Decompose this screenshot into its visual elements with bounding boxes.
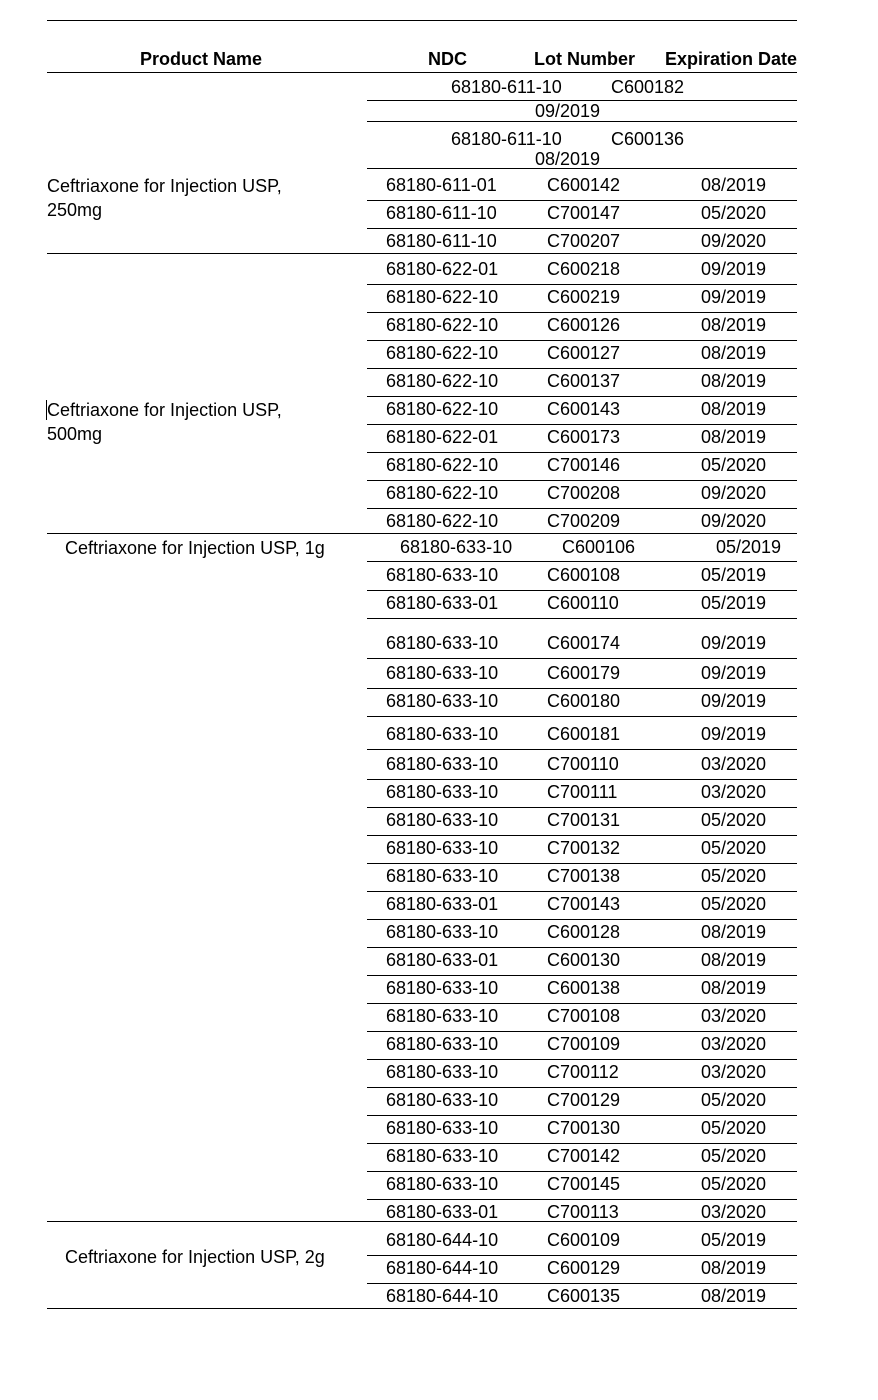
row-rule (367, 424, 797, 425)
expiration-cell: 05/2020 (701, 810, 767, 830)
row-rule (367, 121, 797, 122)
header-product-name: Product Name (140, 49, 263, 69)
lot-cell: C600127 (547, 343, 621, 363)
lot-cell: C700142 (547, 1146, 621, 1166)
expiration-cell: 08/2019 (701, 1258, 767, 1278)
lot-cell: C700147 (547, 203, 621, 223)
expiration-cell: 05/2019 (701, 1230, 767, 1250)
expiration-cell: 08/2019 (701, 950, 767, 970)
expiration-cell: 09/2019 (701, 287, 767, 307)
row-rule (367, 716, 797, 717)
header-lot-number: Lot Number (534, 49, 635, 69)
lot-cell: C700138 (547, 866, 621, 886)
special-exp-2: 08/2019 (535, 149, 601, 169)
lot-cell: C600108 (547, 565, 621, 585)
expiration-cell: 09/2019 (701, 724, 767, 744)
row-rule (367, 312, 797, 313)
row-rule (367, 863, 797, 864)
lot-cell: C700145 (547, 1174, 621, 1194)
table-top-rule (47, 20, 797, 21)
ndc-cell: 68180-633-10 (386, 754, 499, 774)
lot-cell: C600138 (547, 978, 621, 998)
expiration-cell: 03/2020 (701, 1202, 767, 1222)
expiration-cell: 03/2020 (701, 1034, 767, 1054)
row-rule (367, 340, 797, 341)
header-rule (47, 72, 797, 73)
expiration-cell: 03/2020 (701, 782, 767, 802)
group-divider (47, 253, 797, 254)
special-lot-2: C600136 (611, 129, 685, 149)
ndc-cell: 68180-622-01 (386, 427, 499, 447)
special-ndc-1: 68180-611-10 (451, 77, 562, 97)
lot-cell: C600135 (547, 1286, 621, 1306)
row-rule (367, 1171, 797, 1172)
expiration-cell: 08/2019 (701, 922, 767, 942)
row-rule (367, 688, 797, 689)
ndc-cell: 68180-633-10 (386, 1174, 499, 1194)
ndc-cell: 68180-644-10 (386, 1230, 499, 1250)
expiration-cell: 08/2019 (701, 399, 767, 419)
lot-cell: C600130 (547, 950, 621, 970)
ndc-cell: 68180-633-10 (386, 1062, 499, 1082)
expiration-cell: 08/2019 (701, 371, 767, 391)
lot-cell: C700131 (547, 810, 621, 830)
lot-cell: C600129 (547, 1258, 621, 1278)
row-rule (367, 891, 797, 892)
lot-cell: C600180 (547, 691, 621, 711)
ndc-cell: 68180-622-10 (386, 483, 499, 503)
row-rule (367, 1087, 797, 1088)
row-rule (367, 1031, 797, 1032)
expiration-cell: 05/2020 (701, 203, 767, 223)
special-exp-1: 09/2019 (535, 101, 601, 121)
ndc-cell: 68180-633-10 (386, 1118, 499, 1138)
special-ndc-2: 68180-611-10 (451, 129, 562, 149)
row-rule (367, 452, 797, 453)
expiration-cell: 08/2019 (701, 978, 767, 998)
row-rule (367, 779, 797, 780)
special-lot-1: C600182 (611, 77, 685, 97)
lot-cell: C700113 (547, 1202, 619, 1222)
ndc-cell: 68180-622-10 (386, 511, 499, 531)
ndc-cell: 68180-633-01 (386, 950, 499, 970)
ndc-cell: 68180-633-01 (386, 1202, 499, 1222)
row-rule (367, 200, 797, 201)
ndc-cell: 68180-611-10 (386, 231, 497, 251)
row-rule (367, 1115, 797, 1116)
ndc-cell: 68180-633-10 (386, 838, 499, 858)
expiration-cell: 08/2019 (701, 1286, 767, 1306)
product-name-250mg: Ceftriaxone for Injection USP, 250mg (47, 176, 282, 220)
row-rule (367, 749, 797, 750)
expiration-cell: 05/2020 (701, 1146, 767, 1166)
ndc-cell: 68180-633-10 (386, 724, 499, 744)
expiration-cell: 09/2020 (701, 231, 767, 251)
ndc-cell: 68180-633-10 (386, 978, 499, 998)
expiration-cell: 09/2020 (701, 483, 767, 503)
expiration-cell: 09/2019 (701, 259, 767, 279)
lot-cell: C600218 (547, 259, 621, 279)
ndc-cell: 68180-622-10 (386, 315, 499, 335)
expiration-cell: 05/2020 (701, 1174, 767, 1194)
row-rule (367, 480, 797, 481)
row-rule (367, 835, 797, 836)
row-rule (367, 168, 797, 169)
row-rule (367, 1255, 797, 1256)
ndc-cell: 68180-633-10 (386, 1034, 499, 1054)
lot-cell: C700143 (547, 894, 621, 914)
row-rule (367, 975, 797, 976)
row-rule (367, 1059, 797, 1060)
lot-cell: C700130 (547, 1118, 621, 1138)
lot-cell: C700111 (547, 782, 618, 802)
expiration-cell: 05/2019 (701, 565, 767, 585)
lot-cell: C700207 (547, 231, 621, 251)
ndc-cell: 68180-633-01 (386, 894, 499, 914)
lot-cell: C600179 (547, 663, 621, 683)
row-rule (367, 228, 797, 229)
lot-cell: C700110 (547, 754, 619, 774)
lot-cell: C700208 (547, 483, 621, 503)
expiration-cell: 03/2020 (701, 1062, 767, 1082)
ndc-cell: 68180-644-10 (386, 1258, 499, 1278)
lot-cell: C700108 (547, 1006, 621, 1026)
row-rule (367, 919, 797, 920)
lot-cell: C700209 (547, 511, 621, 531)
ndc-cell: 68180-622-10 (386, 343, 499, 363)
lot-cell: C600137 (547, 371, 621, 391)
expiration-cell: 08/2019 (701, 343, 767, 363)
ndc-cell: 68180-611-01 (386, 175, 497, 195)
row-rule (367, 947, 797, 948)
row-rule (367, 658, 797, 659)
ndc-cell: 68180-633-10 (386, 866, 499, 886)
table-bottom-rule (47, 1308, 797, 1309)
ndc-cell: 68180-633-10 (386, 633, 499, 653)
lot-cell: C600173 (547, 427, 621, 447)
ndc-cell: 68180-644-10 (386, 1286, 499, 1306)
expiration-cell: 08/2019 (701, 315, 767, 335)
ndc-cell: 68180-633-10 (386, 565, 499, 585)
expiration-cell: 09/2020 (701, 511, 767, 531)
row-rule (367, 618, 797, 619)
ndc-cell: 68180-622-10 (386, 455, 499, 475)
expiration-cell: 05/2020 (701, 455, 767, 475)
expiration-cell: 03/2020 (701, 754, 767, 774)
ndc-cell: 68180-622-10 (386, 371, 499, 391)
lot-cell: C600142 (547, 175, 621, 195)
product-name-2g: Ceftriaxone for Injection USP, 2g (65, 1247, 325, 1267)
expiration-cell: 05/2020 (701, 894, 767, 914)
product-name-500mg: Ceftriaxone for Injection USP, 500mg (47, 400, 282, 444)
row-rule (367, 1003, 797, 1004)
expiration-cell: 05/2020 (701, 1118, 767, 1138)
row-rule (367, 1199, 797, 1200)
expiration-cell: 05/2019 (716, 537, 782, 557)
expiration-cell: 05/2020 (701, 838, 767, 858)
lot-cell: C700112 (547, 1062, 619, 1082)
header-expiration-date: Expiration Date (665, 49, 798, 69)
ndc-cell: 68180-633-10 (386, 1146, 499, 1166)
ndc-cell: 68180-611-10 (386, 203, 497, 223)
row-rule (367, 368, 797, 369)
expiration-cell: 09/2019 (701, 633, 767, 653)
ndc-cell: 68180-633-10 (386, 922, 499, 942)
row-rule (367, 1143, 797, 1144)
lot-cell: C600219 (547, 287, 621, 307)
lot-cell: C600110 (547, 593, 619, 613)
row-rule (367, 561, 797, 562)
ndc-cell: 68180-633-10 (386, 1006, 499, 1026)
expiration-cell: 08/2019 (701, 427, 767, 447)
group-divider (47, 533, 797, 534)
ndc-cell: 68180-633-10 (386, 691, 499, 711)
row-rule (367, 284, 797, 285)
lot-cell: C600109 (547, 1230, 621, 1250)
lot-cell: C600126 (547, 315, 621, 335)
ndc-cell: 68180-633-10 (386, 782, 499, 802)
ndc-cell: 68180-622-10 (386, 399, 499, 419)
expiration-cell: 03/2020 (701, 1006, 767, 1026)
row-rule (367, 807, 797, 808)
ndc-cell: 68180-622-10 (386, 287, 499, 307)
lot-cell: C700109 (547, 1034, 621, 1054)
lot-cell: C600174 (547, 633, 621, 653)
lot-cell: C700146 (547, 455, 621, 475)
row-rule (367, 590, 797, 591)
expiration-cell: 05/2020 (701, 866, 767, 886)
row-rule (367, 508, 797, 509)
header-ndc: NDC (428, 49, 467, 69)
expiration-cell: 09/2019 (701, 691, 767, 711)
row-rule (367, 396, 797, 397)
lot-cell: C700132 (547, 838, 621, 858)
ndc-cell: 68180-633-10 (386, 663, 499, 683)
lot-cell: C700129 (547, 1090, 621, 1110)
expiration-cell: 09/2019 (701, 663, 767, 683)
lot-cell: C600106 (562, 537, 636, 557)
lot-cell: C600128 (547, 922, 621, 942)
ndc-cell: 68180-633-10 (386, 810, 499, 830)
expiration-cell: 08/2019 (701, 175, 767, 195)
expiration-cell: 05/2020 (701, 1090, 767, 1110)
ndc-cell: 68180-633-01 (386, 593, 499, 613)
product-name-1g: Ceftriaxone for Injection USP, 1g (65, 538, 325, 558)
ndc-cell: 68180-633-10 (386, 1090, 499, 1110)
row-rule (367, 1283, 797, 1284)
lot-cell: C600181 (547, 724, 621, 744)
ndc-cell: 68180-633-10 (400, 537, 513, 557)
ndc-cell: 68180-622-01 (386, 259, 499, 279)
expiration-cell: 05/2019 (701, 593, 767, 613)
lot-cell: C600143 (547, 399, 621, 419)
